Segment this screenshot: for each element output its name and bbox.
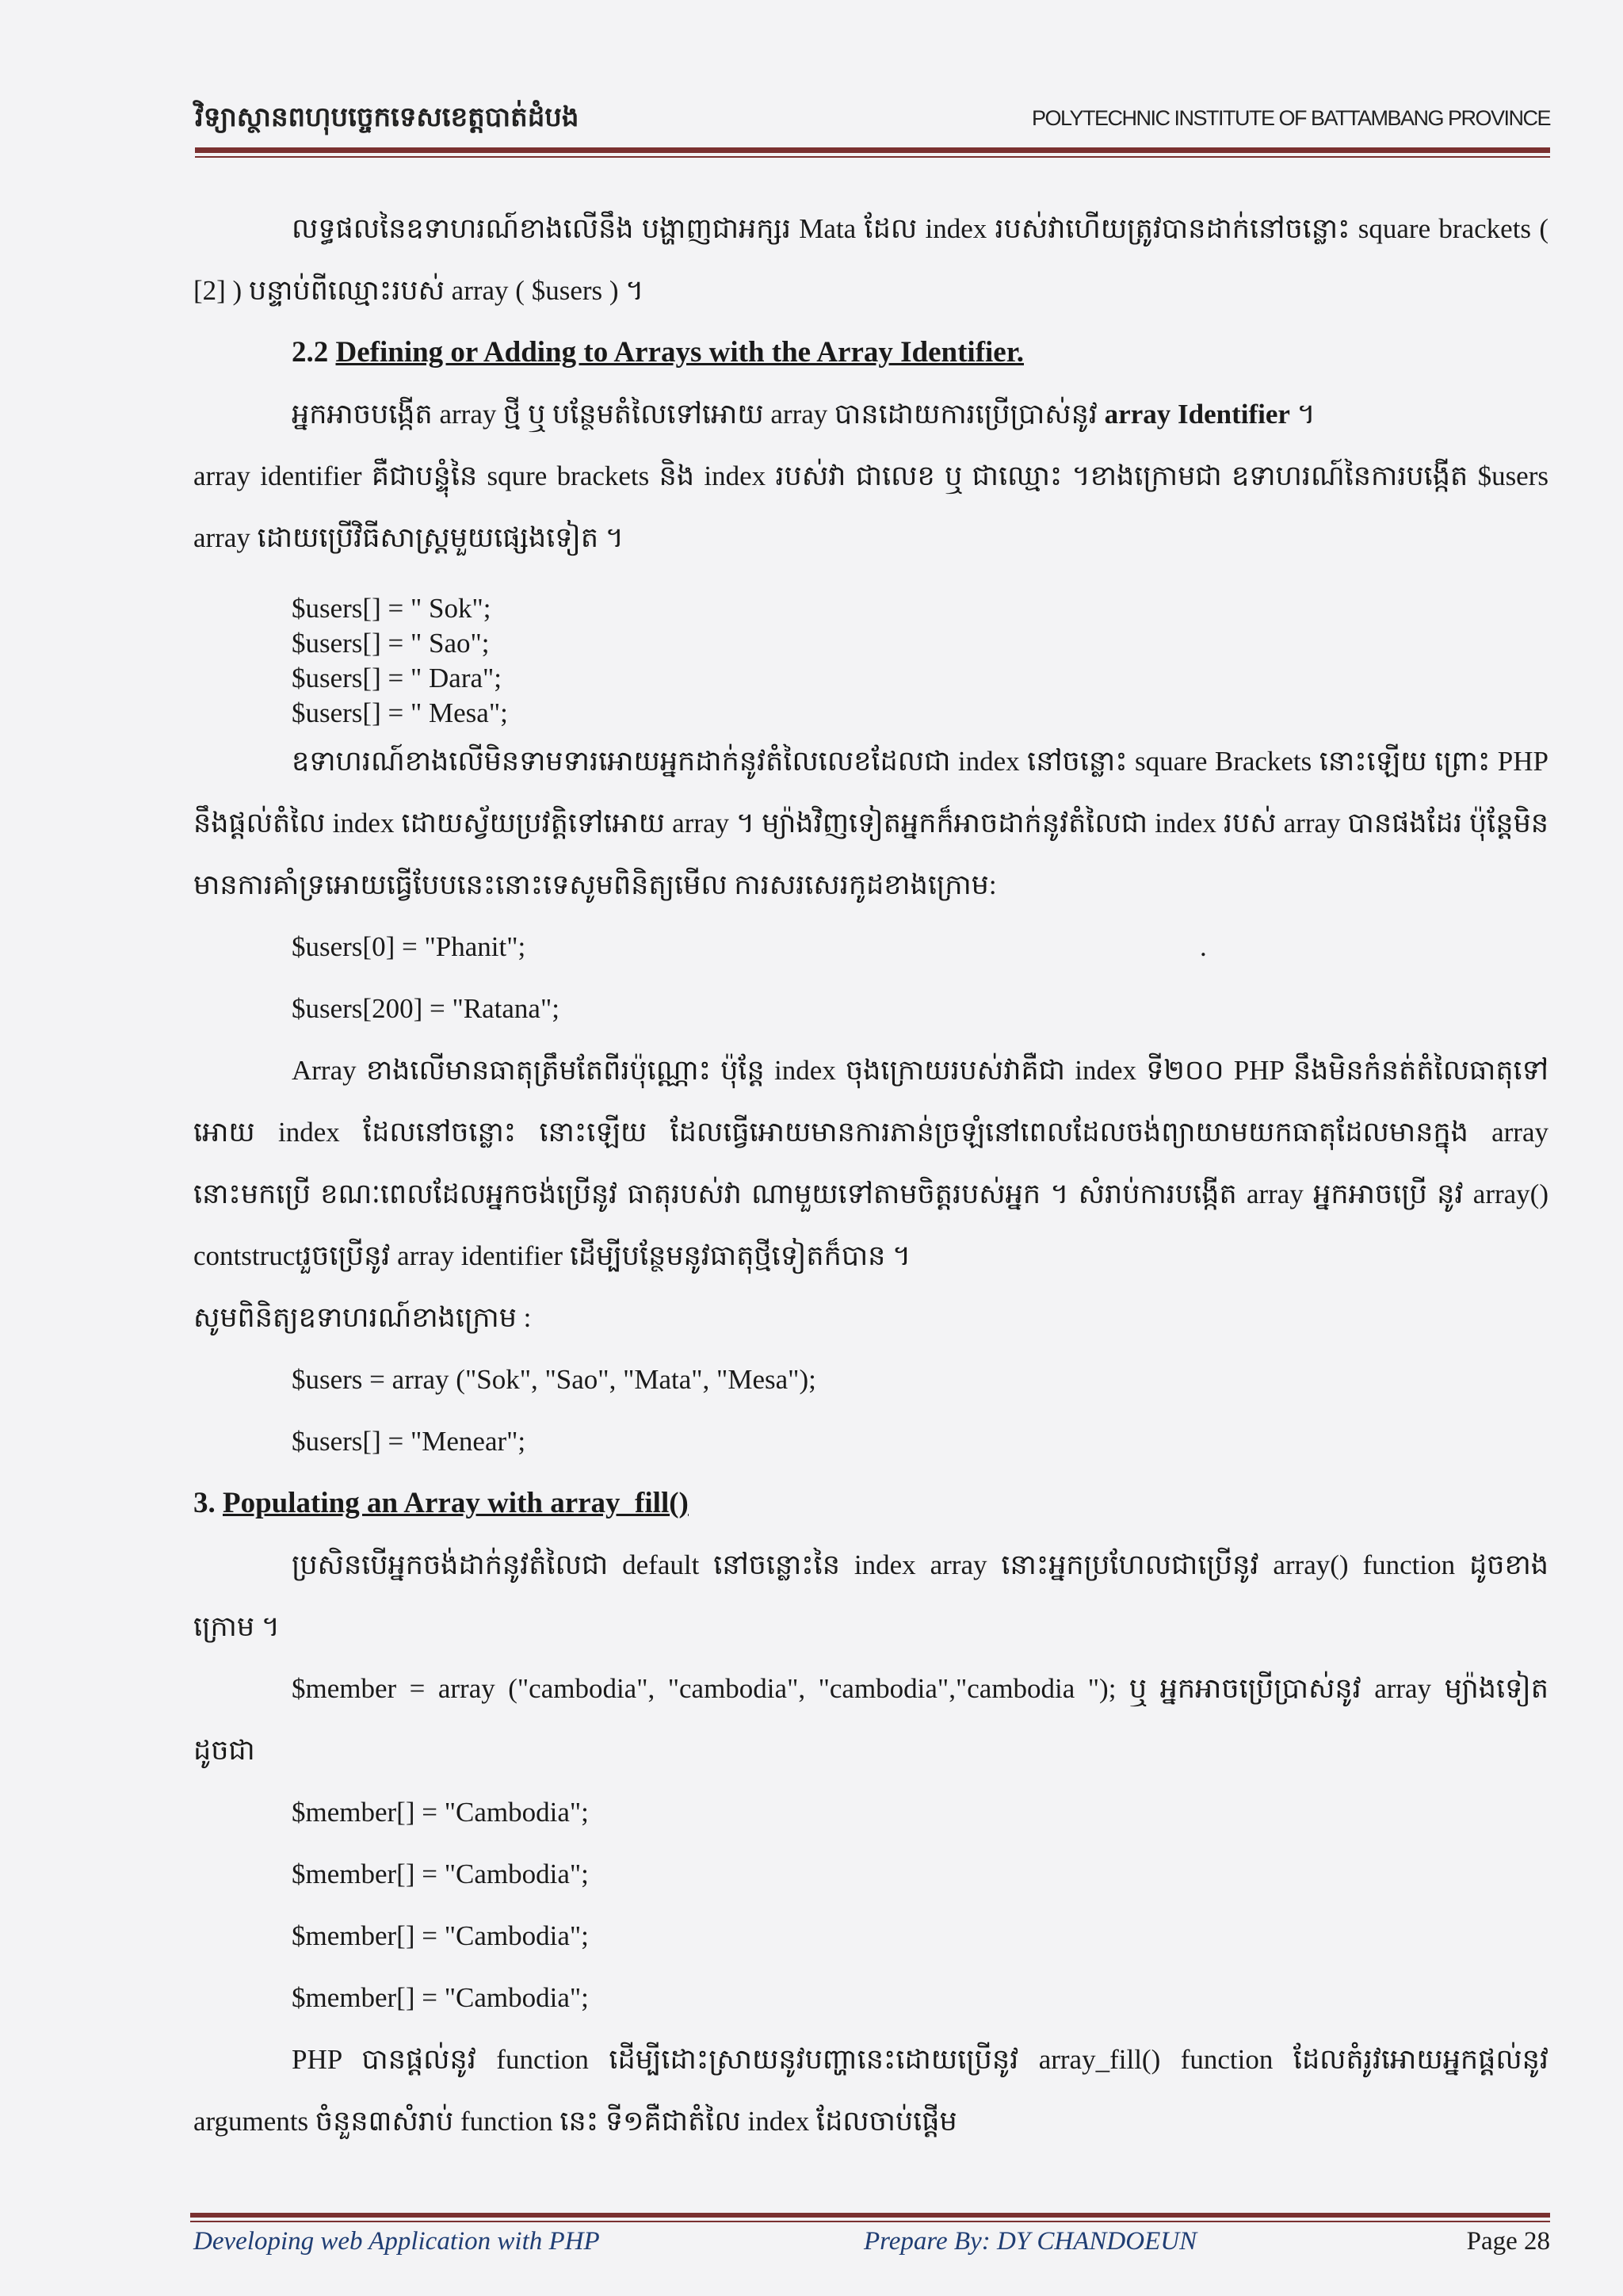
code-line: $member[] = "Cambodia";	[292, 1920, 589, 1951]
code-line: $users = array ("Sok", "Sao", "Mata", "Mesa");	[292, 1364, 816, 1395]
heading-3	[193, 1473, 1549, 1534]
footer-page-number: Page 28	[1466, 2227, 1550, 2256]
paragraph-result-mata: លទ្ធផលនៃឧទាហរណ៍ខាងលើនឹង បង្ហាញជាអក្សរ Mata ដែល index របស់វាហើយត្រូវបានដាក់នៅចន្លោះ square brackets ( [2] ) បន្ទាប់ពីឈ្មោះរបស់ array ( $users ) ។	[193, 213, 1549, 306]
header-rule	[195, 147, 1550, 153]
code-line: $member[] = "Cambodia";	[292, 1859, 589, 1889]
code-line: $users[] = " Mesa";	[292, 697, 508, 728]
paragraph-auto-index: ឧទាហរណ៍ខាងលើមិនទាមទារអោយអ្នកដាក់នូវតំលៃលេខដែលជា index នៅចន្លោះ square Brackets នោះឡើយ ព្រោះ PHP នឹងផ្តល់តំលៃ index ដោយស្វ័យប្រវត្តិទៅអោយ array ។ ម្យ៉ាងវិញទៀតអ្នកក៏អាចដាក់នូវតំលៃជា index របស់ array បានផងដែរ ប៉ុន្តែមិនមានការគាំទ្រអោយធ្វើបែបនេះនោះទេសូមពិនិត្យមើល ការសរសេរកូដខាងក្រោម:	[193, 746, 1549, 900]
code-line: $users[] = " Sao";	[292, 628, 490, 659]
heading-2-2-number: 2.2	[292, 336, 336, 369]
page-body	[193, 198, 1549, 2153]
code-block-users-index	[193, 916, 1549, 1040]
paragraph-default-values: ប្រសិនបើអ្នកចង់ដាក់នូវតំលៃជា default នៅចន្លោះនៃ index array នោះអ្នកប្រហែលជាប្រើនូវ array() function ដូចខាងក្រោម ។	[193, 1549, 1549, 1642]
code-line: $users[0] = "Phanit";	[292, 931, 526, 962]
heading-3-number: 3.	[193, 1487, 223, 1519]
code-block-array-construct	[193, 1349, 1549, 1473]
code-line: $users[] = " Dara";	[292, 663, 502, 693]
paragraph-array-identifier-text: អ្នកអាចបង្កើត array ថ្មី ឬ បន្ថែមតំលៃទៅអោយ array បានដោយការប្រើប្រាស់នូវ	[292, 399, 1105, 430]
code-line: $member[] = "Cambodia";	[292, 1982, 589, 2013]
header-institute-english: POLYTECHNIC INSTITUTE OF BATTAMBANG PROVINCE	[1031, 106, 1550, 130]
code-line: $users[] = "Menear";	[292, 1426, 526, 1457]
paragraph-array-identifier-intro	[193, 384, 1549, 445]
code-line: $member[] = "Cambodia";	[292, 1797, 589, 1828]
footer-rule	[190, 2213, 1550, 2218]
footer-rule-thin	[190, 2221, 1550, 2222]
footer-course-title: Developing web Application with PHP	[193, 2227, 600, 2256]
code-block-users-push	[193, 591, 1549, 731]
code-block-member-push	[193, 1782, 1549, 2029]
paragraph-member-array: $member = array ("cambodia", "cambodia", "cambodia","cambodia "); ឬ អ្នកអាចប្រើប្រាស់នូវ array ម្យ៉ាងទៀតដូចជា	[193, 1673, 1549, 1766]
paragraph-see-example: សូមពិនិត្យឧទាហរណ៍ខាងក្រោម :	[193, 1302, 532, 1333]
stray-dot: .	[1200, 931, 1207, 962]
paragraph-array-identifier-definition: array identifier គឺជាបន្ទុំនៃ squre brackets និង index របស់វា ជាលេខ ឬ ជាឈ្មោះ ។ខាងក្រោមជា ឧទាហរណ៍នៃការបង្កើត $users array ដោយប្រើវិធីសាស្ត្រមួយផ្សេងទៀត ។	[193, 460, 1549, 553]
header-rule-thin	[195, 156, 1550, 158]
header-institute-khmer: វិទ្យាស្ថានពហុបច្ចេកទេសខេត្តបាត់ដំបង	[195, 101, 579, 133]
paragraph-array-identifier-end: ។	[1289, 399, 1316, 430]
footer-author: Prepare By: DY CHANDOEUN	[864, 2227, 1197, 2256]
heading-3-title: Populating an Array with array_fill()	[223, 1487, 689, 1519]
paragraph-index-200: Array ខាងលើមានធាតុត្រឹមតែពីរប៉ុណ្ណោះ ប៉ុន្តែ index ចុងក្រោយរបស់វាគឺជា index ទី២០០ PHP នឹងមិនកំនត់តំលៃធាតុទៅអោយ index ដែលនៅចន្លោះ នោះឡើយ ដែលធ្វើអោយមានការភាន់ច្រឡំនៅពេលដែលចង់ព្យាយាមយកធាតុដែលមានក្នុង array នោះមកប្រើ ខណៈពេលដែលអ្នកចង់ប្រើនូវ ធាតុរបស់វា ណាមួយទៅតាមចិត្តរបស់អ្នក ។ សំរាប់ការបង្កើត array អ្នកអាចប្រើ នូវ array() contstructរួចប្រើនូវ array identifier ដើម្បីបន្ថែមនូវធាតុថ្មីទៀតក៏បាន ។	[193, 1055, 1549, 1271]
code-line: $users[200] = "Ratana";	[292, 993, 559, 1024]
heading-2-2	[193, 322, 1549, 384]
array-identifier-term: array Identifier	[1104, 399, 1290, 430]
paragraph-array-fill: PHP បានផ្តល់នូវ function ដើម្បីដោះស្រាយនូវបញ្ហានេះដោយប្រើនូវ array_fill() function ដែលតំរូវអោយអ្នកផ្តល់នូវ arguments ចំនួន៣សំរាប់ function នេះ ទី១គឺជាតំលៃ index ដែលចាប់ផ្តើម	[193, 2044, 1549, 2137]
heading-2-2-title: Defining or Adding to Arrays with the Array Identifier.	[335, 336, 1024, 369]
code-line: $users[] = " Sok";	[292, 593, 491, 624]
